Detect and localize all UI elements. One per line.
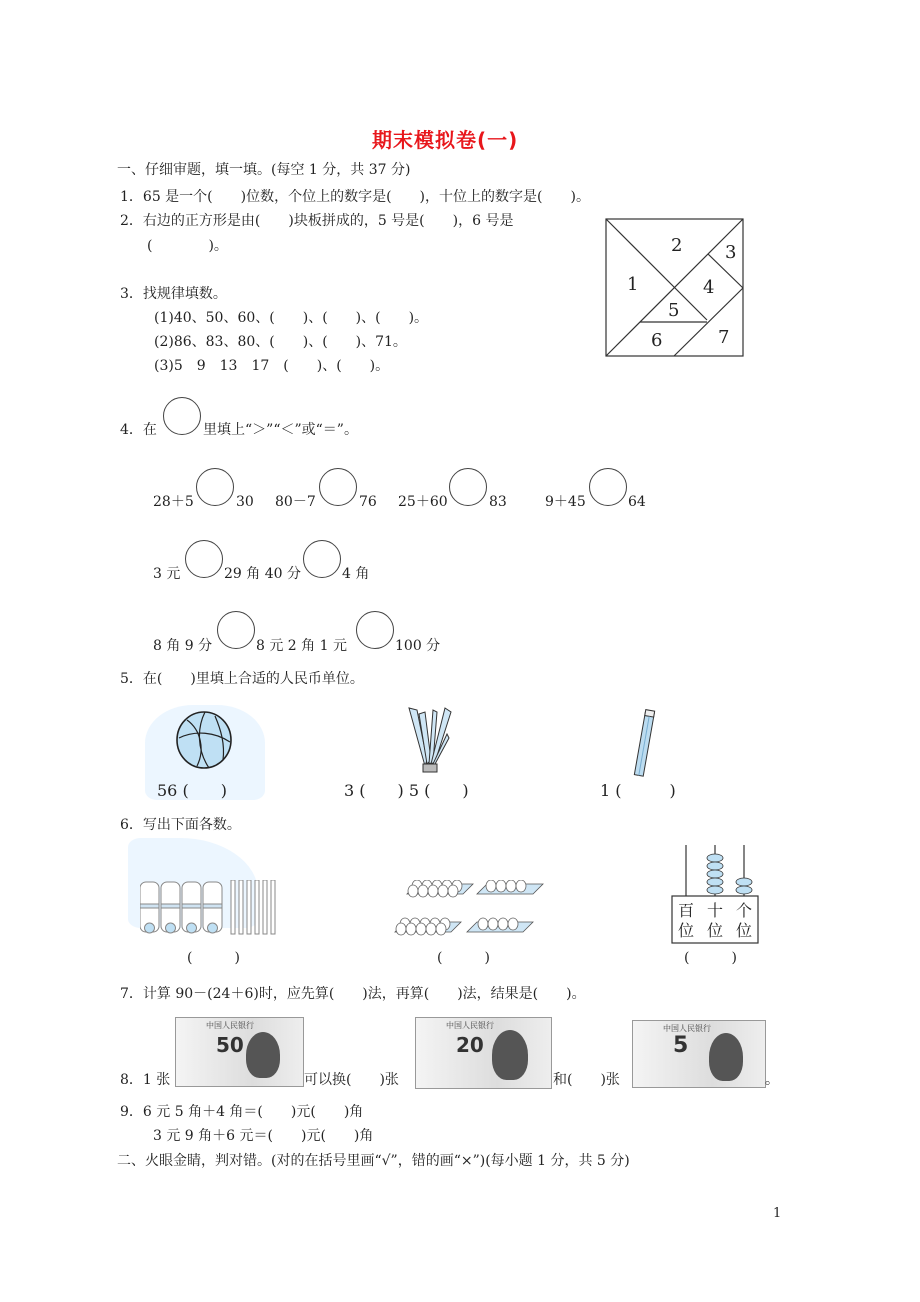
page-number: 1 (773, 1206, 782, 1221)
tangram-label-6: 6 (651, 330, 663, 351)
pencil-icon (630, 708, 660, 782)
section1-heading: 一、仔细审题，填一填。(每空 1 分，共 37 分) (117, 162, 411, 178)
question-6-heading: 6．写出下面各数。 (120, 817, 241, 833)
question-9-line2: 3 元 9 角＋6 元＝( )元( )角 (153, 1128, 374, 1144)
question-4-prefix: 4．在 (120, 422, 157, 438)
section2-heading: 二、火眼金睛，判对错。(对的在括号里画“√”，错的画“×”)(每小题 1 分，共 5 分) (117, 1153, 630, 1169)
compare-right-5: 29 角 40 分 (224, 566, 301, 582)
banknote-20-icon (415, 1017, 552, 1089)
question-8-prefix: 8．1 张 (120, 1072, 171, 1088)
compare-circle-3[interactable] (449, 468, 487, 506)
compare-left-3: 25＋60 (398, 494, 448, 510)
banknote-bank-name: 中国人民银行 (206, 1021, 254, 1030)
tangram-label-2: 2 (671, 235, 683, 256)
question-3-item-3: (3)5 9 13 17 ( )、( )。 (154, 358, 390, 374)
egg-trays-icon (393, 880, 553, 942)
tangram-label-7: 7 (718, 327, 730, 348)
banknote-bank-name: 中国人民银行 (663, 1024, 711, 1033)
question-6-answer-2: ( ) (437, 950, 490, 966)
tangram-square-icon (605, 218, 745, 358)
tangram-label-1: 1 (627, 274, 639, 295)
question-7: 7．计算 90－(24＋6)时，应先算( )法，再算( )法，结果是( )。 (120, 986, 586, 1002)
page-title: 期末模拟卷(一) (372, 128, 519, 152)
compare-left-2: 80－7 (275, 494, 316, 510)
tangram-figure (605, 218, 745, 358)
sticks-bundles-icon (140, 880, 282, 940)
compare-circle-4[interactable] (589, 468, 627, 506)
compare-circle-7[interactable] (217, 611, 255, 649)
banknote-denomination: 20 (456, 1033, 484, 1057)
compare-circle-2[interactable] (319, 468, 357, 506)
question-6-answer-1: ( ) (187, 950, 240, 966)
question-3-item-2: (2)86、83、80、( )、( )、71。 (154, 334, 407, 350)
compare-right-6: 4 角 (342, 566, 370, 582)
question-4-suffix: 里填上“＞”“＜”或“＝”。 (203, 422, 358, 438)
compare-right-1: 30 (236, 494, 254, 510)
question-8-end: 。 (765, 1072, 779, 1088)
banknote-5-icon (632, 1020, 766, 1088)
abacus-label-ones: 个位 (736, 901, 753, 940)
question-3-heading: 3．找规律填数。 (120, 286, 227, 302)
question-5-heading: 5．在( )里填上合适的人民币单位。 (120, 671, 364, 687)
abacus-icon (670, 845, 760, 949)
abacus-label-hundreds: 百位 (678, 901, 695, 940)
question-5-item-2: 3 ( ) 5 ( ) (344, 781, 469, 800)
question-2-line2: ( )。 (147, 238, 228, 254)
compare-right-7: 8 元 2 角 1 元 (256, 638, 347, 654)
shuttlecock-icon (405, 704, 453, 778)
banknote-denomination: 5 (673, 1033, 689, 1058)
question-8-mid1: 可以换( )张 (304, 1072, 399, 1088)
question-2-line1: 2．右边的正方形是由( )块板拼成的，5 号是( )，6 号是 (120, 213, 514, 229)
question-6-answer-3: ( ) (684, 950, 737, 966)
compare-left-4: 9＋45 (545, 494, 586, 510)
compare-right-3: 83 (489, 494, 507, 510)
tangram-label-3: 3 (725, 242, 737, 263)
tangram-label-4: 4 (703, 277, 715, 298)
compare-right-2: 76 (359, 494, 377, 510)
abacus-label-tens: 十位 (707, 901, 724, 940)
compare-circle-5[interactable] (185, 540, 223, 578)
question-9-line1: 9．6 元 5 角＋4 角＝( )元( )角 (120, 1104, 364, 1120)
compare-circle-8[interactable] (356, 611, 394, 649)
compare-circle-1[interactable] (196, 468, 234, 506)
basketball-icon (175, 710, 233, 774)
tangram-label-5: 5 (668, 300, 680, 321)
question-5-item-3: 1 ( ) (600, 781, 676, 800)
question-3-item-1: (1)40、50、60、( )、( )、( )。 (154, 310, 429, 326)
compare-circle-example (163, 397, 201, 435)
compare-left-1: 28＋5 (153, 494, 194, 510)
question-1: 1．65 是一个( )位数，个位上的数字是( )，十位上的数字是( )。 (120, 189, 590, 205)
banknote-denomination: 50 (216, 1033, 244, 1057)
question-5-item-1: 56 ( ) (157, 781, 227, 800)
banknote-bank-name: 中国人民银行 (446, 1021, 494, 1030)
compare-circle-6[interactable] (303, 540, 341, 578)
compare-left-7: 8 角 9 分 (153, 638, 213, 654)
compare-right-8: 100 分 (395, 638, 441, 654)
banknote-50-icon (175, 1017, 304, 1087)
compare-right-4: 64 (628, 494, 646, 510)
question-8-mid2: 和( )张 (553, 1072, 620, 1088)
compare-left-5: 3 元 (153, 566, 181, 582)
